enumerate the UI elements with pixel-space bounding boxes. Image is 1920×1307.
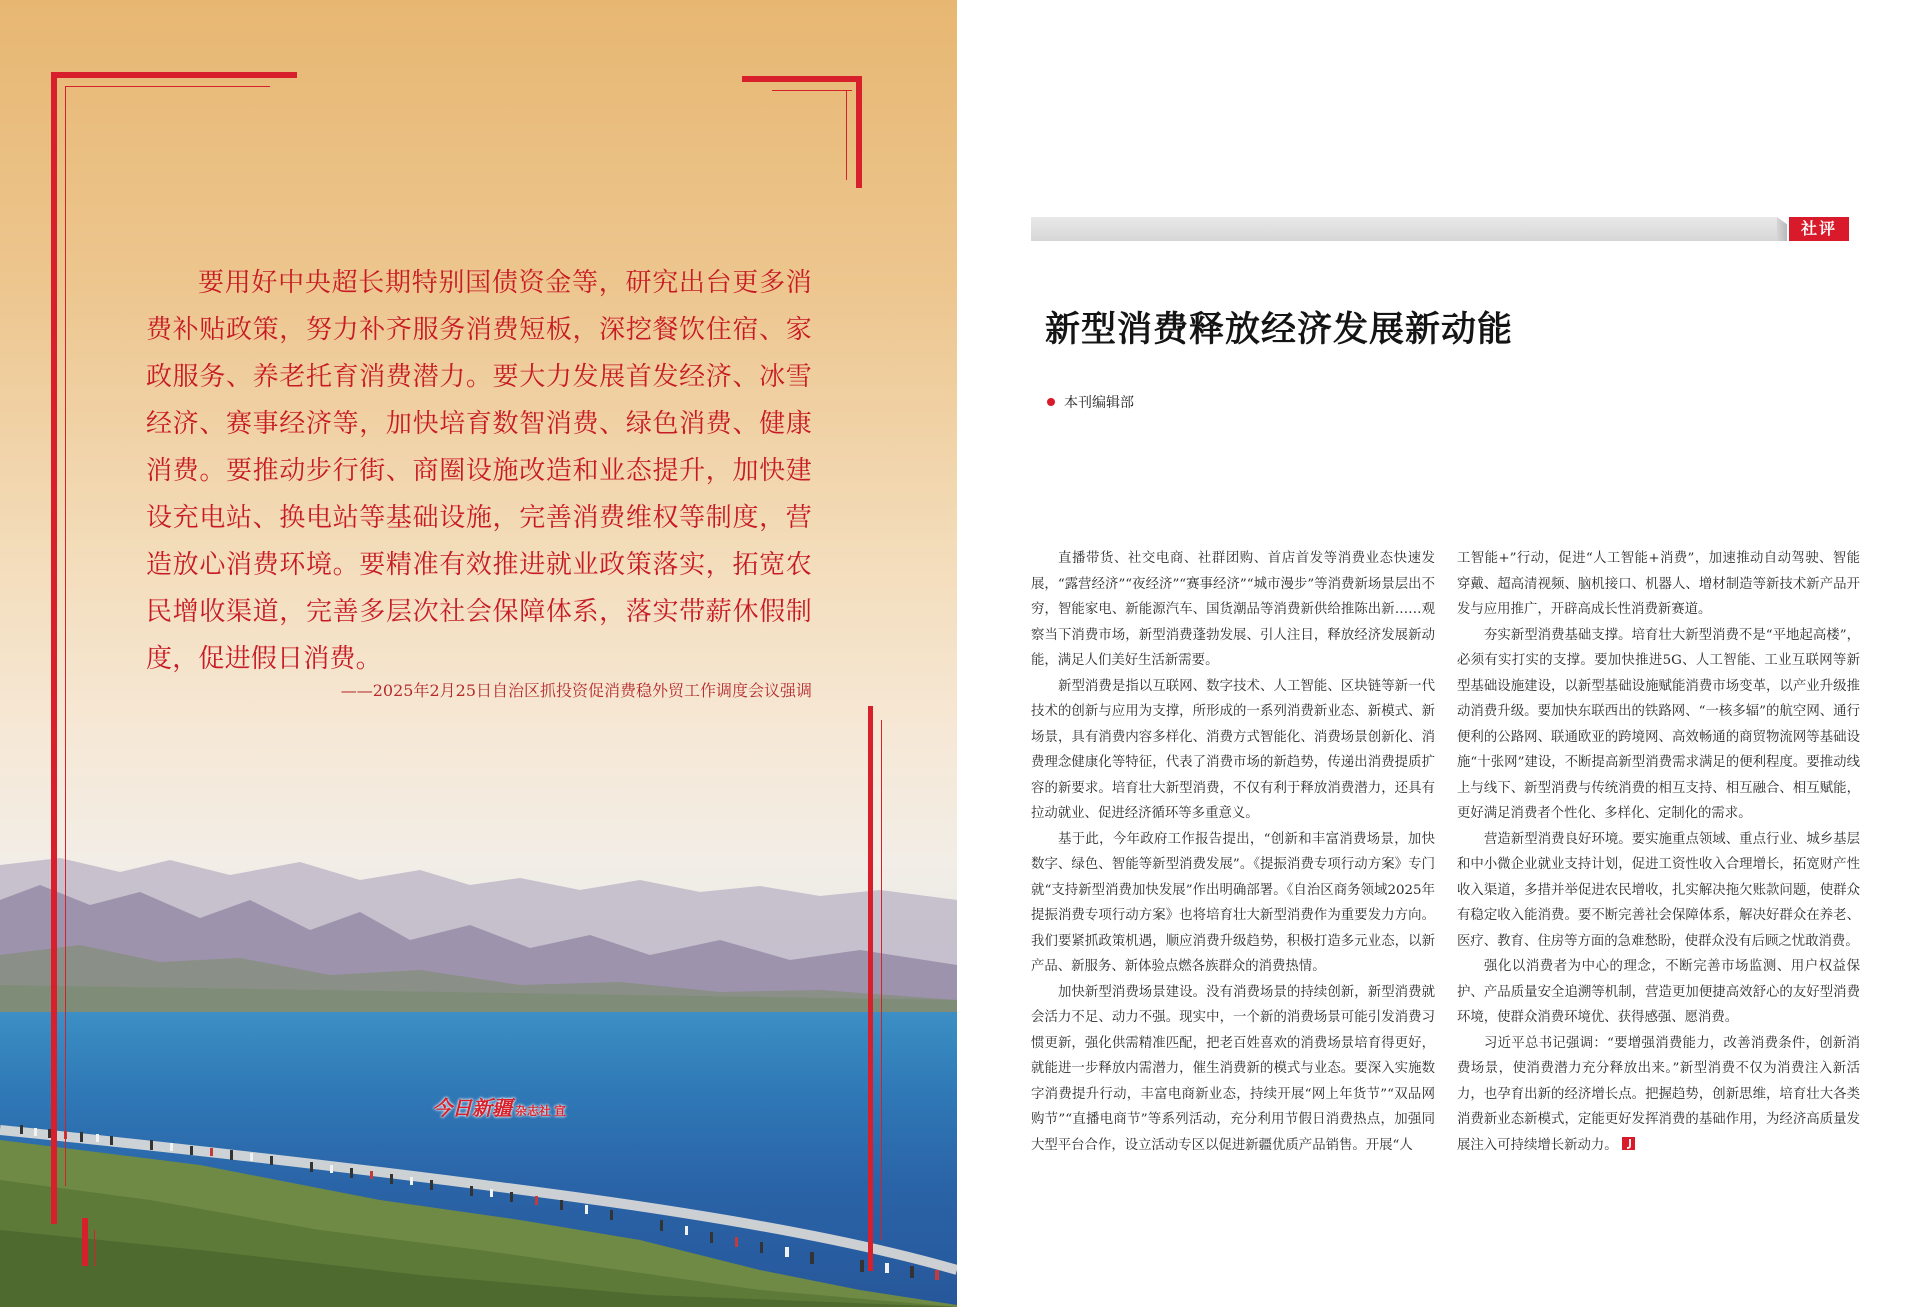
frame-right-upper <box>856 76 862 188</box>
paragraph: 新型消费是指以互联网、数字技术、人工智能、区块链等新一代技术的创新与应用为支撑，所形成的一系列消费新业态、新模式、新场景，具有消费内容多样化、消费方式智能化、消费场景创新化、消费理念健康化等特征，代表了消费市场的新趋势，传递出消费提质扩容的新要求。培育壮大新型消费，不仅有利于释放消费潜力，还具有拉动就业、促进经济循环等多重意义。 <box>1031 678 1435 821</box>
paragraph: 基于此，今年政府工作报告提出，“创新和丰富消费场景，加快数字、绿色、智能等新型消费发展”。《提振消费专项行动方案》专门就“支持新型消费加快发展”作出明确部署。《自治区商务领域2025年提振消费专项行动方案》也将培育壮大新型消费作为重要发力方向。我们要紧抓政策机遇，顺应消费升级趋势，积极打造多元业态，以新产品、新服务、新体验点燃各族群众的消费热情。 <box>1031 831 1435 974</box>
frame-left <box>51 72 57 1224</box>
quote-text: 要用好中央超长期特别国债资金等，研究出台更多消费补贴政策，努力补齐服务消费短板，深挖餐饮住宿、家政服务、养老托育消费潜力。要大力发展首发经济、冰雪经济、赛事经济等，加快培育数智消费、绿色消费、健康消费。要推动步行街、商圈设施改造和业态提升，加快建设充电站、换电站等基础设施，完善消费维权等制度，营造放心消费环境。要精准有效推进就业政策落实，拓宽农民增收渠道，完善多层次社会保障体系，落实带薪休假制度，促进假日消费。 <box>146 268 812 674</box>
frame-thin-right-upper <box>846 90 847 180</box>
article-title: 新型消费释放经济发展新动能 <box>1045 310 1514 350</box>
end-mark-icon <box>1622 1137 1635 1150</box>
quote-source: ——2025年2月25日自治区抓投资促消费稳外贸工作调度会议强调 <box>340 681 812 700</box>
frame-thin-top-right <box>772 90 852 91</box>
paragraph: 强化以消费者为中心的理念，不断完善市场监测、用户权益保护、产品质量安全追溯等机制，营造更加便捷高效舒心的友好型消费环境，使群众消费环境优、获得感强、愿消费。 <box>1457 959 1860 1025</box>
frame-bottom-left <box>82 1218 88 1266</box>
frame-top-left <box>51 72 297 78</box>
paragraph-continued: 工智能+”行动，促进“人工智能+消费”，加速推动自动驾驶、智能穿戴、超高清视频、脑机接口、机器人、增材制造等新技术新产品开发与应用推广，开辟高成长性消费新赛道。 <box>1457 551 1860 617</box>
left-page <box>0 0 957 1307</box>
frame-thin-left <box>65 86 66 1186</box>
right-page <box>957 0 1920 1307</box>
frame-thin-top <box>65 86 270 87</box>
publisher-name: 杂志社 <box>515 1104 552 1118</box>
byline-text: 本刊编辑部 <box>1064 395 1134 411</box>
final-paragraph-text: 习近平总书记强调：“要增强消费能力，改善消费条件，创新消费场景，使消费潜力充分释放出来。”新型消费不仅为消费注入新活力，也孕育出新的经济增长点。把握趋势，创新思维，培育壮大各类消费新业态新模式，定能更好发挥消费的基础作用，为经济高质量发展注入可持续增长新动力。 <box>1457 1035 1860 1153</box>
section-header-bar <box>1031 217 1777 241</box>
paragraph: 营造新型消费良好环境。要实施重点领域、重点行业、城乡基层和中小微企业就业支持计划，促进工资性收入合理增长，拓宽财产性收入渠道，多措并举促进农民增收，扎实解决拖欠账款问题，使群众有稳定收入能消费。要不断完善社会保障体系，解决好群众在养老、医疗、教育、住房等方面的急难愁盼，使群众没有后顾之忧敢消费。 <box>1457 831 1860 949</box>
bullet-dot-icon <box>1047 398 1055 406</box>
section-header-bar-cap <box>1777 217 1787 241</box>
publisher-logo: 今日新疆 <box>432 1096 512 1120</box>
byline <box>1047 392 1134 412</box>
article-column-2 <box>1457 546 1860 1158</box>
article-column-1 <box>1031 546 1435 1158</box>
frame-top-right <box>742 76 862 82</box>
paragraph: 加快新型消费场景建设。没有消费场景的持续创新，新型消费就会活力不足、动力不强。现实中，一个新的消费场景可能引发消费习惯更新，强化供需精准匹配，把老百姓喜欢的消费场景培育得更好，就能进一步释放内需潜力，催生消费新的模式与业态。要深入实施数字消费提升行动，丰富电商新业态，持续开展“网上年货节”“双品网购节”“直播电商节”等系列活动，充分利用节假日消费热点，加强同大型平台合作，设立活动专区以促进新疆优质产品销售。开展“人 <box>1031 984 1435 1153</box>
frame-thin-bottom-left <box>94 1230 95 1266</box>
frame-thin-right-lower <box>881 720 882 1240</box>
publisher-stamp <box>432 1092 566 1121</box>
paragraph: 直播带货、社交电商、社群团购、首店首发等消费业态快速发展，“露营经济”“夜经济”“赛事经济”“城市漫步”等消费新场景层出不穷，智能家电、新能源汽车、国货潮品等消费新供给推陈出新……观察当下消费市场，新型消费蓬勃发展、引人注目，释放经济发展新动能，满足人们美好生活新需要。 <box>1031 551 1435 668</box>
meadow-with-visitors <box>0 1120 957 1307</box>
publisher-seal: 宣 <box>554 1104 567 1118</box>
paragraph-final <box>1457 1031 1860 1159</box>
frame-bottom-right <box>868 706 873 1271</box>
paragraph: 夯实新型消费基础支撑。培育壮大新型消费不是“平地起高楼”，必须有实打实的支撑。要加快推进5G、人工智能、工业互联网等新型基础设施建设，以新型基础设施赋能消费市场变革，以产业升级推动消费升级。要加快东联西出的铁路网、“一核多辐”的航空网、通行便利的公路网、联通欧亚的跨境网、高效畅通的商贸物流网等基础设施“十张网”建设，不断提高新型消费需求满足的便利程度。要推动线上与线下、新型消费与传统消费的相互支持、相互融合、相互赋能，更好满足消费者个性化、多样化、定制化的需求。 <box>1457 627 1860 821</box>
section-label: 社评 <box>1789 217 1849 241</box>
